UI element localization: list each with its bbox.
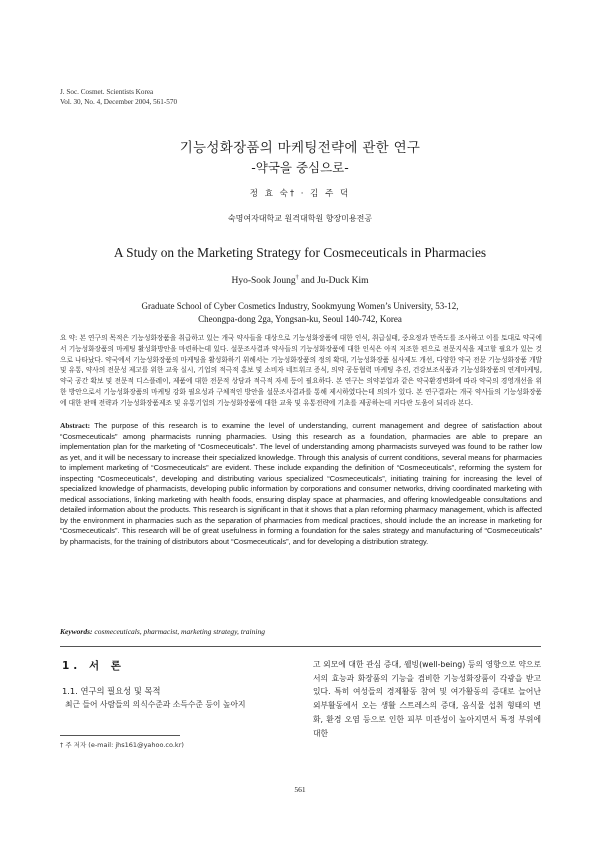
affiliation-line-1: Graduate School of Cyber Cosmetics Industry, Sookmyung Women’s University, 53-12, <box>141 301 459 311</box>
authors-english <box>0 275 600 286</box>
authors-korean: 정 효 숙† · 김 주 덕 <box>249 189 351 199</box>
author-rest: and Ju-Duck Kim <box>298 276 369 287</box>
affiliation-korean: 숙명여자대학교 원격대학원 향장미용전공 <box>227 214 373 223</box>
section-heading-introduction: 1. 서 론 <box>62 660 125 672</box>
footnote: † 주 저자 (e-mail: jhs161@yahoo.co.kr) <box>60 741 184 749</box>
keywords-label: Keywords: <box>60 627 93 636</box>
author-first: Hyo-Sook Joung <box>231 276 296 287</box>
journal-citation <box>60 87 177 107</box>
subtitle-korean: -약국을 중심으로- <box>251 160 349 175</box>
body-text-right-column: 고 외모에 대한 관심 증대, 웰빙(well-being) 등의 영향으로 약으로서의 효능과 화장품의 기능을 겸비한 기능성화장품이 각광을 받고 있다. 특히 여성들의 경제활동 참여 및 여가활동의 증대로 늘어난 외부활동에서 오는 생활 스트레스의 증대, 음식물 섭취 형태의 변화, 환경 오염 등으로 인한 피부 미관성이 높아지면서 특정 부위에 대한 <box>313 660 541 738</box>
title-korean: 기능성화장품의 마케팅전략에 관한 연구 <box>179 140 421 156</box>
abstract-english <box>60 421 542 548</box>
keywords <box>60 627 265 636</box>
corresponding-author-mark: † <box>295 275 299 281</box>
affiliation-english <box>60 300 540 326</box>
page-number: 561 <box>294 785 306 794</box>
abstract-label: Abstract: <box>60 421 91 430</box>
keywords-text: cosmeceuticals, pharmacist, marketing strategy, training <box>92 627 265 636</box>
title-english: A Study on the Marketing Strategy for Cosmeceuticals in Pharmacies <box>113 245 487 260</box>
footnote-rule <box>60 735 180 736</box>
body-text-left: 최근 들어 사람들의 의식수준과 소득수준 등이 높아지 <box>64 700 246 709</box>
journal-name: J. Soc. Cosmet. Scientists Korea <box>60 88 154 96</box>
subsection-heading: 1.1. 연구의 필요성 및 목적 <box>62 686 161 696</box>
abstract-text: The purpose of this research is to examine the level of understanding, current management and degree of satisfaction about “Cosmeceuticals” among pharmacists running pharmacies. Using this research as a foundation, pharmacies are able to prepare an implementation plan for the marketing of “Cosmeceuticals”. The level of understanding among pharmacists surveyed was found to be rather low as yet, and it will be necessary to increase their specialized knowledge. Through this analysis of current conditions, several means for pharmacies to implement marketing of “Cosmeceuticals” are evident. These include expanding the definition of “Cosmeceuticals”, reforming the system for inspecting “Cosmeceuticals”, developing and distributing various specialized “Cosmeceuticals”, initiating training for increasing the level of specialized knowledge of pharmacists, developing public information by corporations and consumer networks, driving coordinated marketing with medical associations, linking marketing with health foods, ensuring display space at pharmacies, and offering knowledgeable consultations and detailed information about the products. This research is significant in that it shows that a plan reforming pharmacy management, which is affected by the environment in pharmacies such as the separation of pharmacies from medical practices, should include the an increase in marketing for “Cosmeceuticals”. This research will be of great usefulness in forming a foundation for the sales strategy and manufacturing of “Cosmeceuticals” by pharmacists, for the training of distributors about “Cosmeceuticals”, and for developing a distribution strategy. <box>60 421 542 547</box>
affiliation-line-2: Cheongpa-dong 2ga, Yongsan-ku, Seoul 140-742, Korea <box>198 314 402 324</box>
abstract-korean: 요 약: 본 연구의 목적은 기능성화장품을 취급하고 있는 개국 약사들을 대상으로 기능성화장품에 대한 인식, 취급실태, 중요정과 만족도를 조사하고 이를 토대로 약국에서 기능성화장품의 마케팅 활성화방안을 마련하는데 있다. 설문조사결과 약사들의 기능성화장품에 대한 인식은 아직 저조한 편으로 전문지식을 제고할 필요가 있는 것으로 나타났다. 약국에서 기능성화장품의 마케팅을 활성화하기 위해서는 기능성화장품의 정의 확대, 기능성화장품 심사제도 개선, 다양한 약국 전문 기능성화장품 개발 및 유통, 약사의 전문성 제고를 위한 교육 실시, 기업의 적극적 홍보 및 소비자 네트워크 증식, 의약 공동협력 마케팅 추진, 건강보조식품과 기능성화장품의 연계마케팅, 약국 공간 확보 및 전문적 디스플레이, 제품에 대한 전문적 상담과 적극적 자세 등이 필요하다. 본 연구는 의약분업과 같은 약국환경변화에 따라 약국의 경영개선을 위한 방안으로서 기능성화장품의 마케팅 강화 필요성과 구체적인 방안을 설문조사결과를 통해 제시하였다는데 의의가 있다. 본 연구결과는 개국 약사들의 기능성화장품에 대한 판매 전략과 기능성화장품제조 및 유통기업의 기능성화장품에 대한 교육 및 유통전략에 기초를 제공하는데 커다란 도움이 되리라 본다. <box>60 334 542 407</box>
section-divider <box>60 646 541 647</box>
body-text-left-column <box>60 699 292 711</box>
journal-volume: Vol. 30, No. 4, December 2004, 561-570 <box>60 98 178 106</box>
